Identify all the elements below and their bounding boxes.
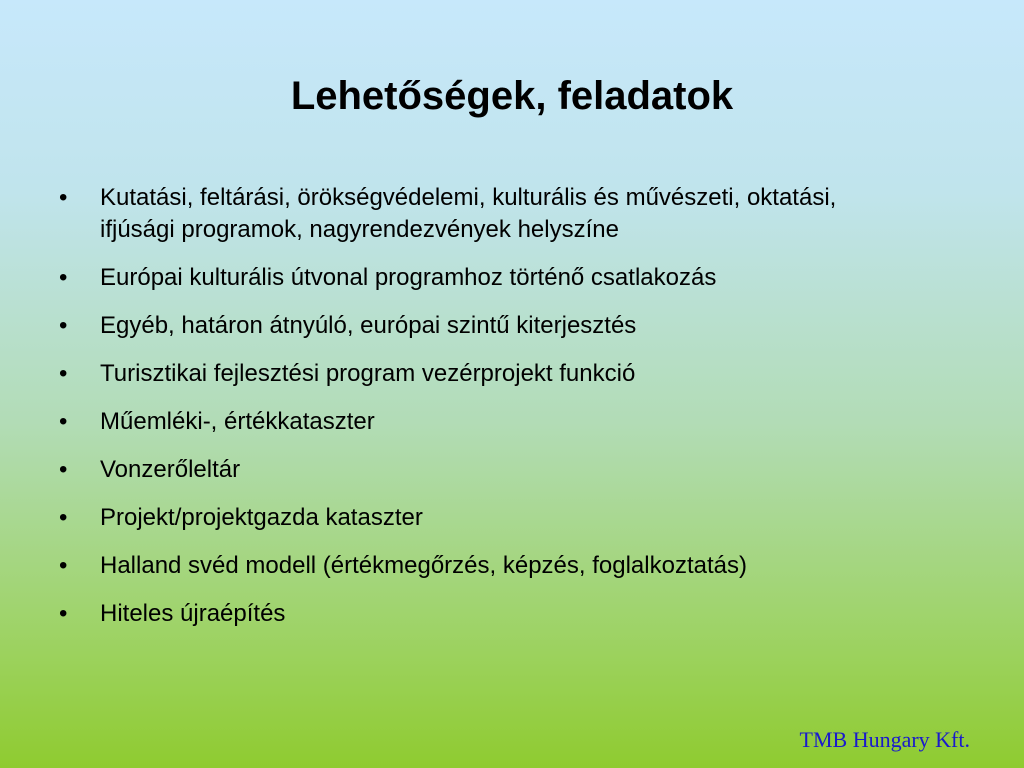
bullet-text: Turisztikai fejlesztési program vezérprojekt funkció [100,360,636,387]
bullet-list [0,182,1024,646]
bullet-icon: • [59,552,68,579]
list-item [0,550,1024,582]
bullet-icon: • [59,264,68,291]
bullet-icon: • [59,184,68,211]
bullet-icon: • [59,504,68,531]
list-item [0,502,1024,534]
bullet-icon: • [59,456,68,483]
bullet-text: Hiteles újraépítés [100,600,286,627]
bullet-text: Projekt/projektgazda kataszter [100,504,423,531]
bullet-text: Európai kulturális útvonal programhoz történő csatlakozás [100,264,717,291]
bullet-text: Műemléki-, értékkataszter [100,408,375,435]
bullet-text: Vonzerőleltár [100,456,241,483]
slide-title: Lehetőségek, feladatok [290,74,734,118]
list-item [0,406,1024,438]
list-item [0,262,1024,294]
list-item [0,598,1024,630]
bullet-text: Kutatási, feltárási, örökségvédelemi, kulturális és művészeti, oktatási, ifjúsági programok, nagyrendezvények helyszíne [100,184,837,243]
bullet-icon: • [59,360,68,387]
list-item [0,454,1024,486]
list-item [0,310,1024,342]
bullet-text: Halland svéd modell (értékmegőrzés, képzés, foglalkoztatás) [100,552,747,579]
company-footer: TMB Hungary Kft. [799,727,970,752]
bullet-icon: • [59,600,68,627]
list-item [0,182,1024,246]
bullet-icon: • [59,408,68,435]
list-item [0,358,1024,390]
bullet-text: Egyéb, határon átnyúló, európai szintű kiterjesztés [100,312,637,339]
bullet-icon: • [59,312,68,339]
